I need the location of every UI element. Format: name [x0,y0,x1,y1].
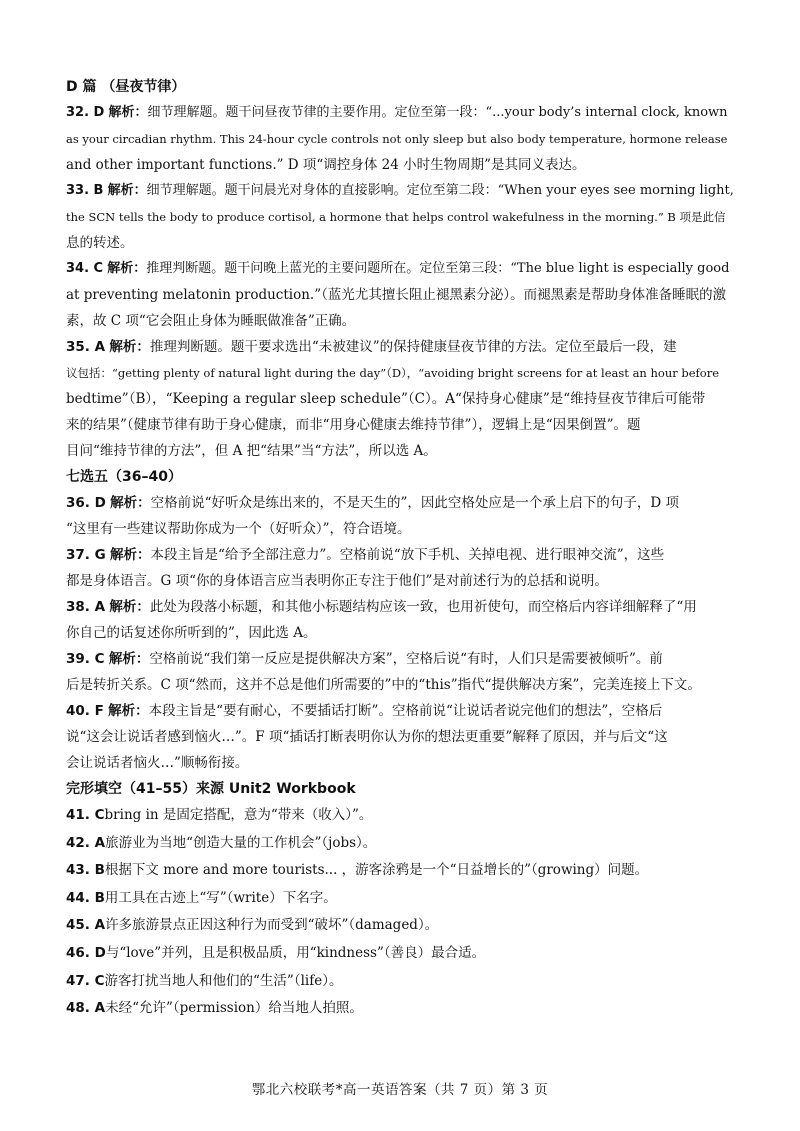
analysis-label: 解析： [108,651,150,667]
cloze-item-47 [66,968,734,996]
answer-text: 本段主旨是“给予全部注意力”。空格前说“放下手机、关掉电视、进行眼神交流”，这些 [150,547,665,563]
cloze-item-46 [66,940,734,968]
cloze-item-41 [66,802,734,830]
analysis-label: 解析： [107,261,147,276]
section-d-heading: D 篇 （昼夜节律） [66,79,186,95]
answer-text: “这里有一些建议帮助你成为一个（好听众）”，符合语境。 [66,521,411,537]
answer-text: 用工具在古迹上“写”（write）下名字。 [104,889,337,906]
answer-item-36 [66,490,734,542]
answer-number: 45. A [66,917,106,934]
analysis-label: 解析： [110,547,151,563]
answer-text: 空格前说“我们第一反应是提供解决方案”，空格后说“有时，人们只是需要被倾听”。前 [149,651,663,667]
answer-text: 目问“维持节律的方法”，但 A 把“结果”当“方法”，所以选 A。 [66,443,437,459]
analysis-label: 解析： [108,105,148,120]
answer-text: bring in 是固定搭配，意为“带来（收入）”。 [104,807,373,823]
answer-text: 来的结果”（健康节律有助于身心健康，而非“用身心健康去维持节律”），逻辑上是“因果倒置”。题 [66,417,641,433]
answer-text: 推理判断题。题干问晚上蓝光的主要问题所在。定位至第三段：“The blue light is especially good [146,261,730,276]
answer-text: 旅游业为当地“创造大量的工作机会”（jobs）。 [105,834,377,851]
answer-number: 48. A [66,1000,106,1017]
answer-text: the SCN tells the body to produce cortisol, a hormone that helps control wakefulness in the morning.” B 项是此信 [66,210,726,224]
answer-number: 34. C [66,261,104,276]
answer-text: bedtime”（B），“Keeping a regular sleep schedule”（C）。A“保持身心健康”是“维持昼夜节律后可能带 [66,391,706,407]
answer-text: 本段主旨是“要有耐心，不要插话打断”。空格前说“让说话者说完他们的想法”，空格后 [148,703,663,719]
answer-number: 36. D [66,495,106,511]
section-cloze-heading: 完形填空（41–55）来源 Unit2 Workbook [66,781,356,797]
answer-text: and other important functions.” D 项“调控身体 24 小时生物周期”是其同义表达。 [66,157,586,173]
answer-text: 你自己的话复述你所听到的”，因此选 A。 [66,625,317,641]
cloze-item-48 [66,995,734,1023]
answer-text: 素，故 C 项“它会阻止身体为睡眠做准备”正确。 [66,313,356,329]
answer-text: 根据下文 more and more tourists... ，游客涂鸦是一个“日益增长的”（growing）问题。 [104,862,649,879]
answer-number: 32. D [66,105,105,120]
answer-item-37 [66,542,734,594]
answer-number: 40. F [66,703,104,719]
cloze-item-45 [66,912,734,940]
answer-number: 35. A [66,339,106,355]
answer-item-35 [66,334,734,464]
cloze-item-43 [66,857,734,885]
answer-text: 细节理解题。题干问晨光对身体的直接影响。定位至第二段：“When your eyes see morning light, [146,183,734,198]
answer-text: 此处为段落小标题，和其他小标题结构应该一致，也用祈使句，而空格后内容详细解释了“用 [149,599,697,615]
answer-number: 43. B [66,862,105,879]
cloze-item-42 [66,830,734,858]
answer-text: 说“这会让说话者感到恼火…”。F 项“插话打断表明你认为你的想法更重要”解释了原因，并与后文“这 [66,729,668,745]
answer-text: 息的转述。 [66,235,134,251]
answer-text: 推理判断题。题干要求选出“未被建议”的保持健康昼夜节律的方法。定位至最后一段，建 [149,339,677,355]
answer-number: 41. C [66,807,105,823]
analysis-label: 解析： [110,495,151,511]
answer-text: 许多旅游景点正因这种行为而受到“破坏”（damaged）。 [105,917,439,934]
page-footer: 鄂北六校联考*高一英语答案（共 7 页）第 3 页 [251,1082,549,1098]
answer-item-40 [66,698,734,776]
answer-item-39 [66,646,734,698]
answer-text: 议包括：“getting plenty of natural light during the day”（D），“avoiding bright screens for at least an hour before [66,366,720,380]
answer-number: 38. A [66,599,106,615]
answer-number: 33. B [66,183,104,198]
analysis-label: 解析： [109,339,150,355]
answer-text: as your circadian rhythm. This 24-hour cycle controls not only sleep but also body temperature, hormone release [66,132,728,146]
answer-number: 39. C [66,651,105,667]
answer-item-34 [66,256,734,334]
answer-number: 46. D [66,944,106,961]
analysis-label: 解析： [109,599,150,615]
answer-text: 游客打扰当地人和他们的“生活”（life）。 [104,972,343,989]
analysis-label: 解析： [107,183,147,198]
reading-d-answers [66,100,734,464]
answer-number: 44. B [66,889,105,906]
answer-text: at preventing melatonin production.”（蓝光尤其擅长阻止褪黑素分泌）。而褪黑素是帮助身体准备睡眠的激 [66,287,727,303]
answer-text: 细节理解题。题干问昼夜节律的主要作用。定位至第一段：“...your body’s internal clock, known [147,105,728,120]
answer-item-32 [66,100,734,178]
answer-text: 空格前说“好听众是练出来的，不是天生的”，因此空格处应是一个承上启下的句子，D 项 [150,495,680,511]
answer-text: 与“love”并列，且是积极品质，用“kindness”（善良）最合适。 [105,944,486,961]
section-seven-heading: 七选五（36–40） [66,469,182,485]
answer-number: 47. C [66,972,105,989]
answer-page [66,74,734,1023]
answer-text: 都是身体语言。G 项“你的身体语言应当表明你正专注于他们”是对前述行为的总括和说明。 [66,573,608,589]
cloze-answers [66,802,734,1023]
answer-number: 37. G [66,547,106,563]
answer-text: 后是转折关系。C 项“然而，这并不总是他们所需要的”中的“this”指代“提供解决方案”，完美连接上下文。 [66,677,701,693]
answer-text: 会让说话者恼火…”顺畅衔接。 [66,755,249,771]
answer-text: 未经“允许”（permission）给当地人拍照。 [105,1000,363,1017]
answer-number: 42. A [66,834,106,851]
answer-item-38 [66,594,734,646]
seven-choose-five-answers [66,490,734,776]
cloze-item-44 [66,885,734,913]
analysis-label: 解析： [108,703,149,719]
answer-item-33 [66,178,734,256]
